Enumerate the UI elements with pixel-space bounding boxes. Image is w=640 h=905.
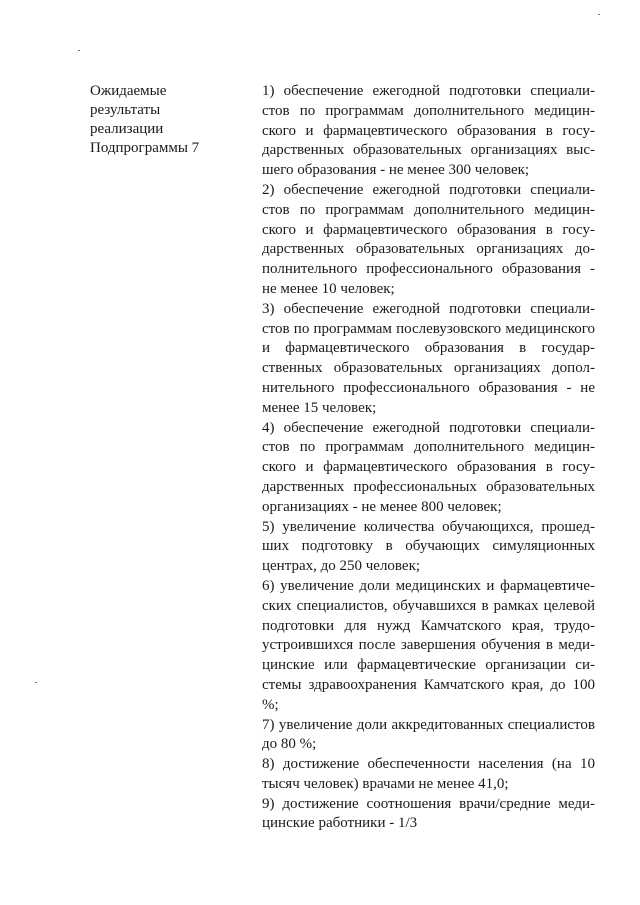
result-item: 2) обеспечение ежегодной подготовки специалистов по программам дополнительного медицинского и фармацевтического образования в государственных образовательных организациях дополнительного профессионального образования - не менее 10 человек; xyxy=(262,181,595,297)
result-item: 6) увеличение доли медицинских и фармацевтических специалистов, обучавшихся в рамках целевой подготовки для нужд Камчатского края, трудоустроившихся после завершения обучения в медицинские или фармацевтические организации системы здравоохранения Камчатского края, до 100 %; xyxy=(262,577,595,713)
result-item: 9) достижение соотношения врачи/средние медицинские работники - 1/3 xyxy=(262,795,595,832)
scan-speck xyxy=(78,50,80,51)
result-item: 3) обеспечение ежегодной подготовки специалистов по программам послевузовского медицинского и фармацевтического образования в государственных образовательных организациях дополнительного профессионального образования - не менее 15 человек; xyxy=(262,300,595,416)
label-line: Ожидаемые xyxy=(90,83,167,99)
result-item: 7) увеличение доли аккредитованных специалистов до 80 %; xyxy=(262,716,595,753)
result-item: 5) увеличение количества обучающихся, прошедших подготовку в обучающих симуляционных центрах, до 250 человек; xyxy=(262,518,595,575)
result-item: 4) обеспечение ежегодной подготовки специалистов по программам дополнительного медицинского и фармацевтического образования в государственных профессиональных образовательных организациях - не менее 800 человек; xyxy=(262,419,595,515)
label-line: реализации xyxy=(90,121,164,137)
label-line: результаты xyxy=(90,102,161,118)
row-label xyxy=(90,82,240,158)
scan-speck xyxy=(35,682,37,683)
result-item: 8) достижение обеспеченности населения (на 10 тысяч человек) врачами не менее 41,0; xyxy=(262,756,595,792)
scan-speck xyxy=(598,14,600,15)
label-line: Подпрограммы 7 xyxy=(90,140,200,156)
expected-results-list xyxy=(262,82,595,834)
result-item: 1) обеспечение ежегодной подготовки специалистов по программам дополнительного медицинского и фармацевтического образования в государственных образовательных организациях высшего образования - не менее 300 человек; xyxy=(262,83,595,179)
